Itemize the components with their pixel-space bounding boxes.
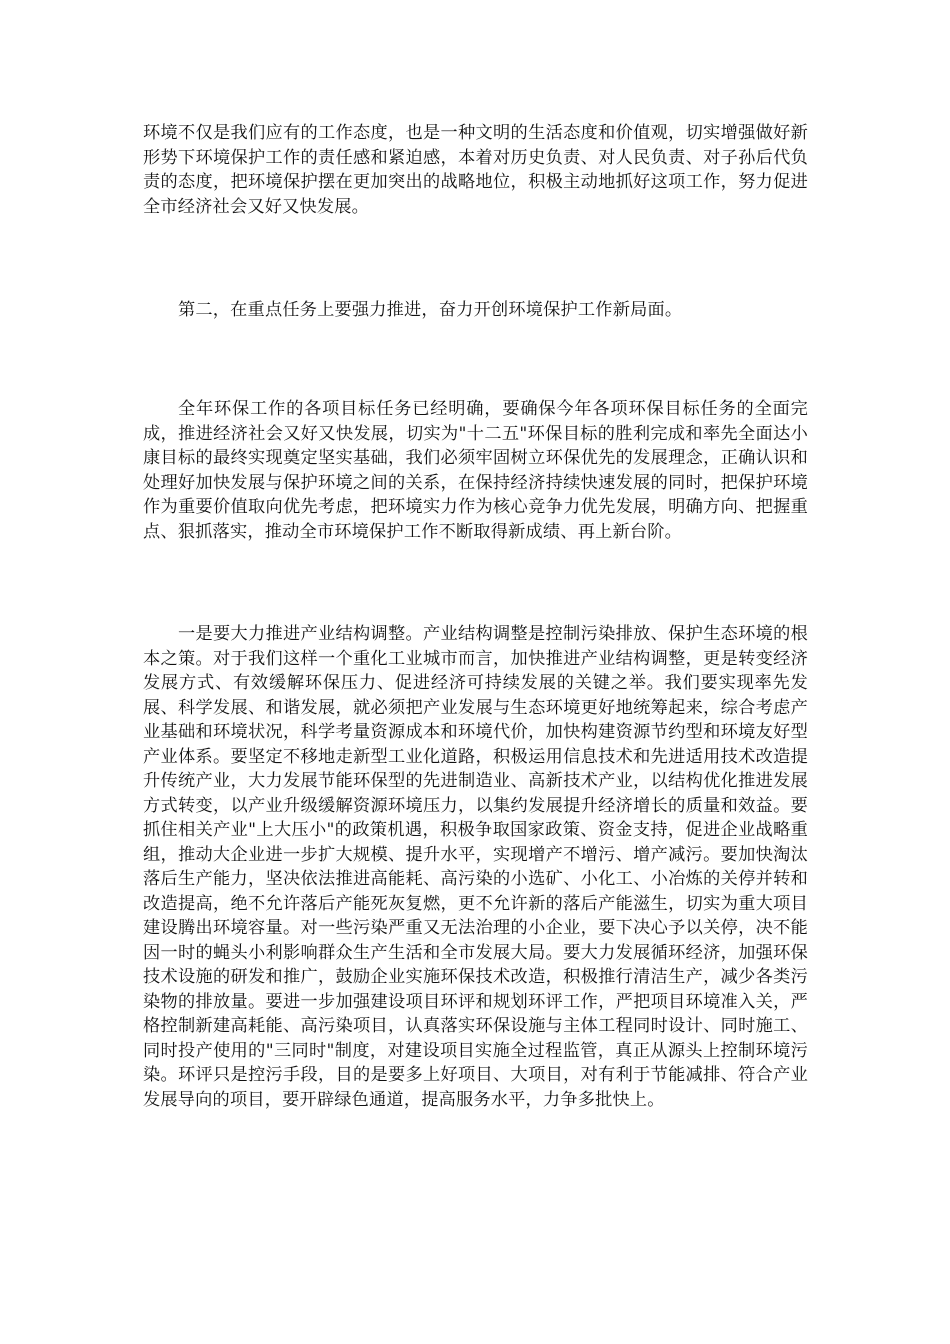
paragraph-industrial-restructuring: 一是要大力推进产业结构调整。产业结构调整是控制污染排放、保护生态环境的根本之策。对于我们这样一个重化工业城市而言，加快推进产业结构调整，更是转变经济发展方式、有效缓解环保压力、促进经济可持续发展的关键之举。我们要实现率先发展、科学发展、和谐发展，就必须把产业发展与生态环境更好地统筹起来，综合考虑产业基础和环境状况，科学考量资源成本和环境代价，加快构建资源节约型和环境友好型产业体系。要坚定不移地走新型工业化道路，积极运用信息技术和先进适用技术改造提升传统产业，大力发展节能环保型的先进制造业、高新技术产业，以结构优化推进发展方式转变，以产业升级缓解资源环境压力，以集约发展提升经济增长的质量和效益。要抓住相关产业"上大压小"的政策机遇，积极争取国家政策、资金支持，促进企业战略重组，推动大企业进一步扩大规模、提升水平，实现增产不增污、增产减污。要加快淘汰落后生产能力，坚决依法推进高能耗、高污染的小选矿、小化工、小冶炼的关停并转和改造提高，绝不允许落后产能死灰复燃，更不允许新的落后产能滋生，切实为重大项目建设腾出环境容量。对一些污染严重又无法治理的小企业，要下决心予以关停，决不能因一时的蝇头小利影响群众生产生活和全市发展大局。要大力发展循环经济，加强环保技术设施的研发和推广，鼓励企业实施环保技术改造，积极推行清洁生产，减少各类污染物的排放量。要进一步加强建设项目环评和规划环评工作，严把项目环境准入关，严格控制新建高耗能、高污染项目，认真落实环保设施与主体工程同时设计、同时施工、同时投产使用的"三同时"制度，对建设项目实施全过程监管，真正从源头上控制环境污染。环评只是控污手段，目的是要多上好项目、大项目，对有利于节能减排、符合产业发展导向的项目，要开辟绿色通道，提高服务水平，力争多批快上。 [143, 624, 808, 1110]
paragraph-intro-continued: 环境不仅是我们应有的工作态度，也是一种文明的生活态度和价值观，切实增强做好新形势下环境保护工作的责任感和紧迫感，本着对历史负责、对人民负责、对子孙后代负责的态度，把环境保护摆在更加突出的战略地位，积极主动地抓好这项工作，努力促进全市经济社会又好又快发展。 [143, 123, 808, 217]
paragraph-section-heading: 第二，在重点任务上要强力推进，奋力开创环境保护工作新局面。 [178, 300, 683, 320]
paragraph-annual-goals: 全年环保工作的各项目标任务已经明确，要确保今年各项环保目标任务的全面完成，推进经济社会又好又快发展，切实为"十二五"环保目标的胜利完成和率先全面达小康目标的最终实现奠定坚实基础，我们必须牢固树立环保优先的发展理念，正确认识和处理好加快发展与保护环境之间的关系，在保持经济持续快速发展的同时，把保护环境作为重要价值取向优先考虑，把环境实力作为核心竞争力优先发展，明确方向、把握重点、狠抓落实，推动全市环境保护工作不断取得新成绩、再上新台阶。 [143, 399, 808, 542]
